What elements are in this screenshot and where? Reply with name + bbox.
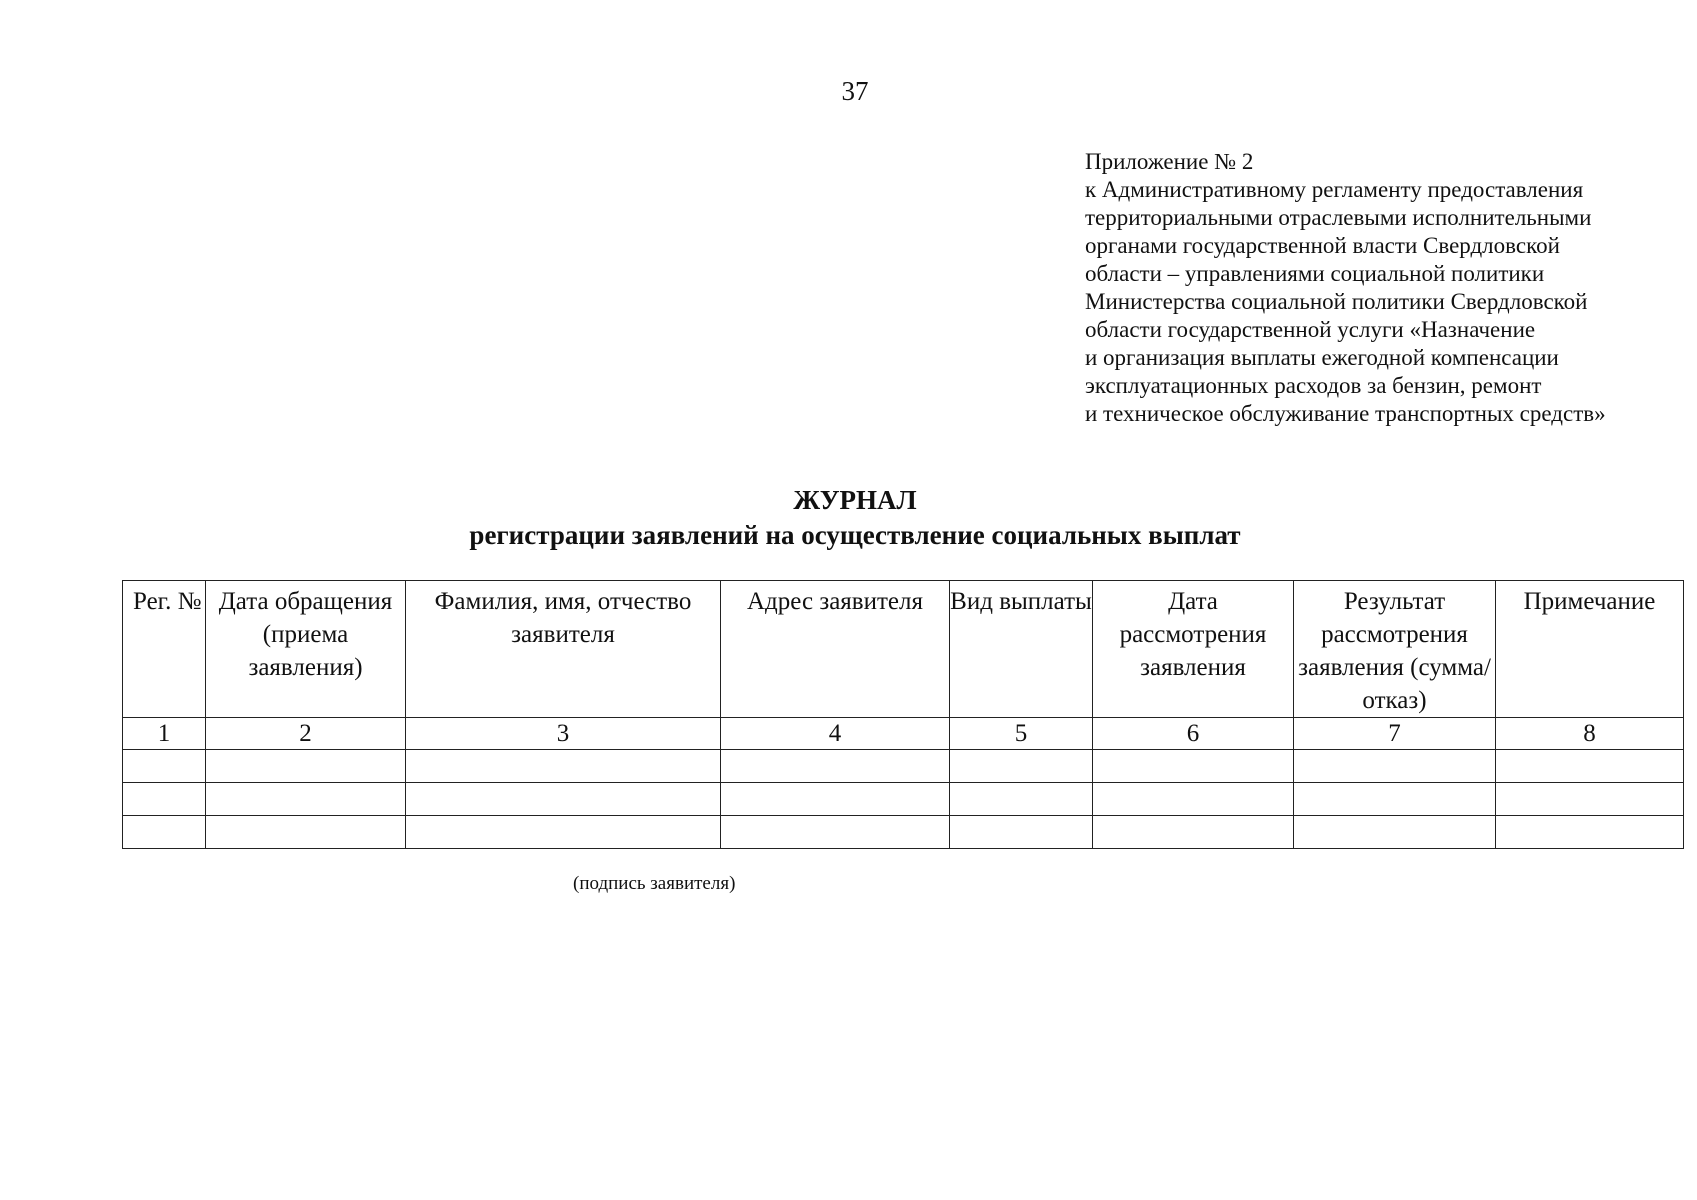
column-number: 3 [406, 718, 721, 750]
table-cell [1496, 816, 1684, 849]
table-cell [123, 783, 206, 816]
header-applicant-name: Фамилия, имя, отчество заявителя [406, 581, 721, 718]
table-header-row [123, 581, 1684, 718]
table-cell [721, 783, 950, 816]
appendix-line: области государственной услуги «Назначение [1085, 317, 1536, 342]
column-number: 5 [950, 718, 1093, 750]
column-number-row [123, 718, 1684, 750]
header-reg-number: Рег. № [123, 581, 206, 718]
table-cell [406, 783, 721, 816]
table-cell [1496, 783, 1684, 816]
table-cell [950, 750, 1093, 783]
column-number: 2 [206, 718, 406, 750]
column-number: 4 [721, 718, 950, 750]
table-row [123, 816, 1684, 849]
table-cell [1093, 750, 1294, 783]
column-number: 7 [1294, 718, 1496, 750]
table-cell [721, 750, 950, 783]
document-title [0, 483, 1697, 553]
header-application-date: Дата обращения (приема заявления) [206, 581, 406, 718]
table-cell [123, 816, 206, 849]
header-note: Примечание [1496, 581, 1684, 718]
registration-journal-table [122, 580, 1684, 849]
appendix-line: и организация выплаты ежегодной компенсации [1085, 345, 1559, 370]
page-number: 37 [841, 76, 869, 106]
table-cell [1093, 783, 1294, 816]
appendix-line: территориальными отраслевыми исполнительными [1085, 205, 1592, 230]
table-row [123, 783, 1684, 816]
table-cell [1093, 816, 1294, 849]
table-cell [206, 750, 406, 783]
table-cell [206, 816, 406, 849]
title-subtitle: регистрации заявлений на осуществление социальных выплат [469, 520, 1241, 550]
header-review-result: Результат рассмотрения заявления (сумма/отказ) [1294, 581, 1496, 718]
table-cell [1496, 750, 1684, 783]
title-main: ЖУРНАЛ [793, 485, 917, 515]
table-cell [206, 783, 406, 816]
column-number: 6 [1093, 718, 1294, 750]
table-cell [1294, 783, 1496, 816]
appendix-header [1085, 148, 1685, 428]
header-applicant-address: Адрес заявителя [721, 581, 950, 718]
appendix-line: эксплуатационных расходов за бензин, ремонт [1085, 373, 1542, 398]
column-number: 1 [123, 718, 206, 750]
table-cell [950, 783, 1093, 816]
table-cell [950, 816, 1093, 849]
header-review-date: Дата рассмотрения заявления [1093, 581, 1294, 718]
table-cell [1294, 750, 1496, 783]
appendix-line: Приложение № 2 [1085, 149, 1254, 174]
table-cell [721, 816, 950, 849]
appendix-line: органами государственной власти Свердловской [1085, 233, 1560, 258]
column-number: 8 [1496, 718, 1684, 750]
appendix-line: Министерства социальной политики Свердловской [1085, 289, 1588, 314]
table-cell [1294, 816, 1496, 849]
appendix-line: к Административному регламенту предоставления [1085, 177, 1584, 202]
appendix-line: и техническое обслуживание транспортных средств» [1085, 401, 1606, 426]
appendix-line: области – управлениями социальной политики [1085, 261, 1545, 286]
signature-caption: (подпись заявителя) [573, 873, 736, 894]
header-payment-type: Вид выплаты [950, 581, 1093, 718]
table-cell [406, 816, 721, 849]
table-cell [406, 750, 721, 783]
table-cell [123, 750, 206, 783]
table-row [123, 750, 1684, 783]
